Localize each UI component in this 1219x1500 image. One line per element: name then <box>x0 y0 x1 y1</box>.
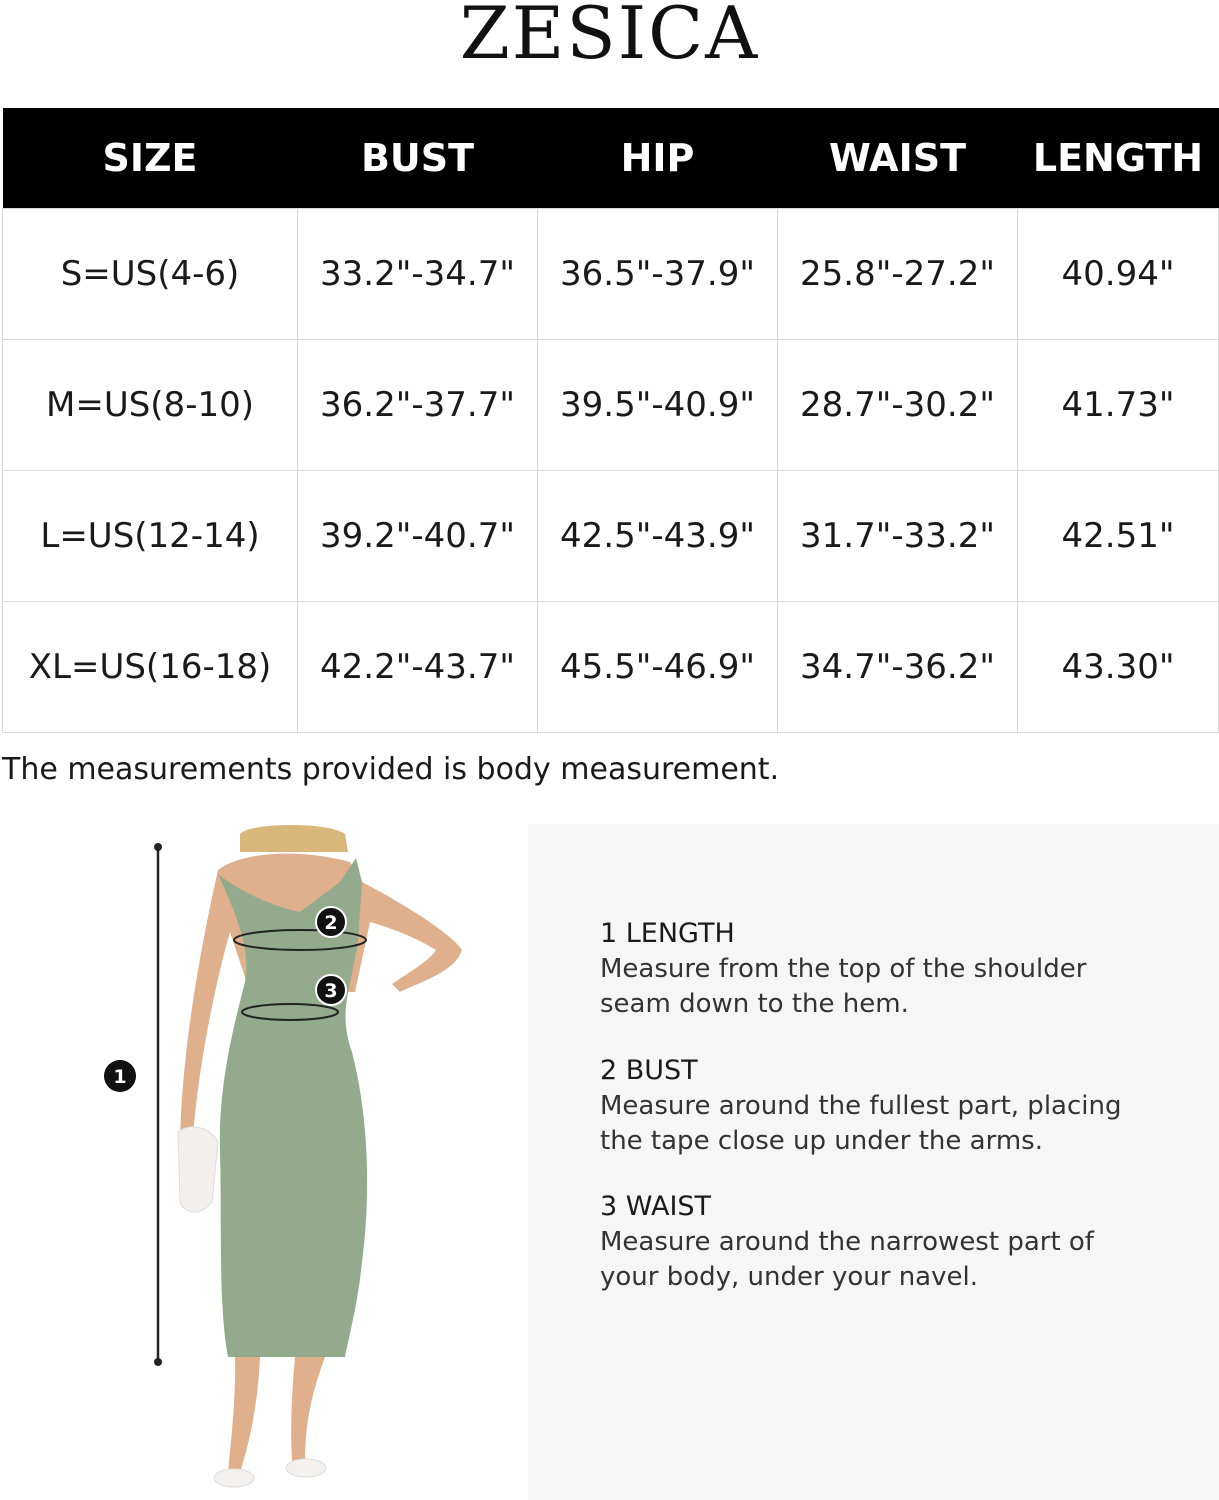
shoe-right <box>286 1459 326 1477</box>
guide-description-line: Measure from the top of the shoulder <box>600 954 1087 984</box>
table-row <box>3 471 1219 602</box>
cell-bust: 39.2"-40.7" <box>298 471 538 602</box>
length-line-top-dot <box>154 843 162 851</box>
model-illustration <box>100 822 500 1500</box>
guide-title: 3 WAIST <box>600 1191 712 1222</box>
marker-3 <box>316 975 346 1005</box>
table-header-row <box>3 108 1219 209</box>
guide-description-line: seam down to the hem. <box>600 989 909 1019</box>
hair <box>240 825 348 852</box>
measurement-note: The measurements provided is body measurement. <box>2 752 780 787</box>
cell-bust: 36.2"-37.7" <box>298 340 538 471</box>
cell-waist: 28.7"-30.2" <box>778 340 1018 471</box>
table-row <box>3 340 1219 471</box>
header-bust: BUST <box>298 108 538 209</box>
size-chart-table <box>2 108 1219 733</box>
cell-length: 41.73" <box>1018 340 1219 471</box>
cell-hip: 36.5"-37.9" <box>538 209 778 340</box>
cell-hip: 42.5"-43.9" <box>538 471 778 602</box>
cell-bust: 42.2"-43.7" <box>298 602 538 733</box>
guide-title: 1 LENGTH <box>600 918 735 949</box>
cell-hip: 39.5"-40.9" <box>538 340 778 471</box>
guide-item-length <box>600 916 1200 1022</box>
table-row <box>3 602 1219 733</box>
guide-description-line: the tape close up under the arms. <box>600 1126 1043 1156</box>
header-size: SIZE <box>3 108 298 209</box>
cell-hip: 45.5"-46.9" <box>538 602 778 733</box>
leg-right <box>291 1357 325 1462</box>
clutch-bag <box>178 1127 218 1212</box>
brand-logo: ZESICA <box>459 0 760 75</box>
marker-3-label: 3 <box>324 980 338 1002</box>
table-row <box>3 209 1219 340</box>
cell-length: 40.94" <box>1018 209 1219 340</box>
model-figure <box>100 822 500 1500</box>
guide-item-bust <box>600 1053 1200 1159</box>
header-waist: WAIST <box>778 108 1018 209</box>
cell-waist: 25.8"-27.2" <box>778 209 1018 340</box>
cell-bust: 33.2"-34.7" <box>298 209 538 340</box>
cell-length: 43.30" <box>1018 602 1219 733</box>
header-length: LENGTH <box>1018 108 1219 209</box>
guide-description-line: Measure around the narrowest part of <box>600 1227 1094 1257</box>
guide-item-waist <box>600 1189 1200 1295</box>
cell-size: L=US(12-14) <box>3 471 298 602</box>
cell-size: XL=US(16-18) <box>3 602 298 733</box>
cell-size: S=US(4-6) <box>3 209 298 340</box>
shoe-left <box>214 1469 254 1487</box>
guide-description-line: Measure around the fullest part, placing <box>600 1091 1122 1121</box>
cell-size: M=US(8-10) <box>3 340 298 471</box>
guide-title: 2 BUST <box>600 1055 698 1086</box>
marker-1-label: 1 <box>113 1066 127 1088</box>
header-hip: HIP <box>538 108 778 209</box>
length-line-bottom-dot <box>154 1358 162 1366</box>
leg-left <box>228 1357 260 1472</box>
measurement-guide-panel <box>528 824 1219 1500</box>
guide-description-line: your body, under your navel. <box>600 1262 978 1292</box>
marker-2 <box>316 907 346 937</box>
cell-waist: 31.7"-33.2" <box>778 471 1018 602</box>
marker-2-label: 2 <box>324 912 338 934</box>
cell-length: 42.51" <box>1018 471 1219 602</box>
cell-waist: 34.7"-36.2" <box>778 602 1018 733</box>
marker-1 <box>104 1060 136 1092</box>
